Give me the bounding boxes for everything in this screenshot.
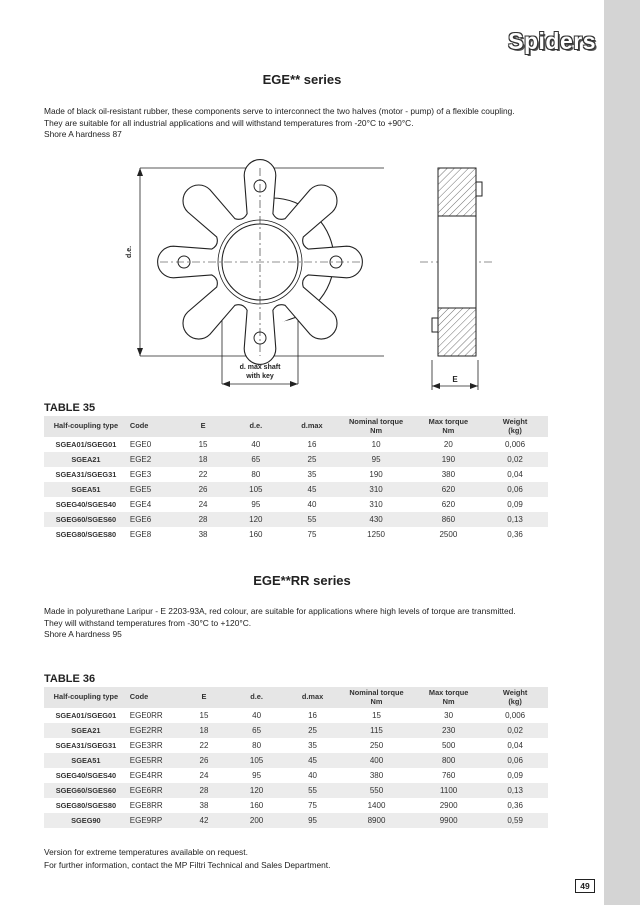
column-unit-label: (kg) [508, 696, 522, 706]
column-header-label: Max torque [428, 417, 469, 426]
table-cell: 25 [286, 452, 337, 467]
shaft-label: d. max shaft [239, 364, 281, 371]
table-cell: 40 [252, 711, 262, 720]
table-cell: EGE5RR [128, 753, 182, 768]
table-cell: 75 [308, 801, 317, 810]
table-row [44, 723, 548, 738]
column-header [128, 687, 182, 708]
table-cell: EGE3 [129, 470, 152, 479]
e-dimension-label: E [452, 375, 458, 384]
table-cell: 860 [415, 512, 482, 527]
table-row [44, 813, 548, 828]
table-cell: 40 [251, 440, 261, 449]
dimension-arrow [137, 348, 143, 356]
table-cell: SGEG60/SGES60 [44, 783, 128, 798]
table-cell: 18 [181, 452, 225, 467]
table-cell: 120 [226, 783, 287, 798]
section2-line: They will withstand temperatures from -30°C to +120°C. [44, 617, 252, 628]
table-cell: SGEA51 [44, 482, 128, 497]
column-header-label: Weight [502, 688, 528, 697]
table-cell: 0,06 [482, 482, 548, 497]
table-cell: SGEA21 [44, 723, 128, 738]
table-cell: 42 [182, 813, 226, 828]
table-cell: 24 [198, 500, 208, 509]
table-cell: 620 [441, 500, 456, 509]
table-cell: 230 [415, 723, 482, 738]
table-cell: EGE5 [128, 482, 181, 497]
table-cell: 95 [338, 452, 415, 467]
table-cell: EGE2RR [128, 723, 182, 738]
table-cell: 38 [198, 530, 208, 539]
table-cell: 190 [415, 452, 482, 467]
table-cell: 0,02 [482, 723, 548, 738]
column-header [44, 416, 128, 437]
table-cell: 550 [338, 783, 415, 798]
section2-description [44, 606, 584, 641]
table-cell: 310 [338, 482, 415, 497]
table-row [44, 527, 548, 542]
table-cell: SGEA01/SGEG01 [55, 711, 117, 720]
table-cell: 115 [338, 723, 415, 738]
table-cell: 22 [199, 741, 209, 750]
column-header-label: Nominal torque [348, 417, 404, 426]
table-row [44, 783, 548, 798]
table-cell: 380 [369, 771, 384, 780]
section2-title: EGE**RR series [253, 573, 351, 588]
column-unit-label: Nm [442, 425, 455, 435]
table-cell: 500 [441, 741, 456, 750]
table-row [44, 452, 548, 467]
table-cell: SGEA51 [44, 753, 128, 768]
dimension-arrow [137, 168, 143, 176]
column-header [482, 687, 548, 708]
table-cell: 30 [444, 711, 454, 720]
table-cell: 620 [415, 482, 482, 497]
table-cell: 0,36 [507, 530, 523, 539]
table35 [44, 416, 548, 542]
table-cell: 0,09 [507, 500, 523, 509]
table-cell: 20 [443, 440, 453, 449]
table-cell: 160 [249, 530, 263, 539]
table-cell: EGE6 [128, 512, 181, 527]
table-cell: 10 [371, 440, 381, 449]
table-cell: 95 [251, 500, 261, 509]
table-cell: 15 [199, 711, 209, 720]
table-cell: 105 [226, 753, 287, 768]
table-cell: 190 [369, 470, 383, 479]
table-cell: EGE0RR [129, 711, 163, 720]
table-row [44, 482, 548, 497]
table-cell: SGEG40/SGES40 [55, 771, 117, 780]
dimension-arrow [222, 381, 230, 387]
table-row [44, 753, 548, 768]
table-cell: 9900 [415, 813, 482, 828]
table-cell: 40 [308, 771, 317, 780]
column-header [338, 416, 415, 437]
column-header [182, 687, 226, 708]
column-header [44, 687, 128, 708]
table-cell: 0,13 [482, 783, 548, 798]
table-row [44, 467, 548, 482]
table-cell: SGEG80/SGES80 [55, 801, 117, 810]
table-cell: 15 [198, 440, 208, 449]
table-cell: 1400 [367, 801, 386, 810]
table-cell: 16 [307, 440, 317, 449]
table-cell: 75 [307, 530, 317, 539]
table-cell: EGE2 [128, 452, 181, 467]
table-row [44, 708, 548, 723]
column-header [338, 687, 415, 708]
column-header [287, 687, 338, 708]
header-title: Spiders [508, 28, 596, 54]
table-row [44, 497, 548, 512]
table-cell: 160 [249, 801, 264, 810]
column-header [482, 416, 548, 437]
footnote-line: Version for extreme temperatures available on request. [44, 847, 248, 857]
table-row [44, 738, 548, 753]
column-header-label: d.max [301, 421, 323, 431]
table-cell: 120 [225, 512, 286, 527]
column-header [415, 687, 482, 708]
table-cell: 310 [369, 500, 383, 509]
column-header-label: d.max [301, 692, 324, 702]
footnote [44, 846, 330, 871]
column-unit-label: Nm [370, 425, 383, 435]
table-cell: 40 [307, 500, 317, 509]
table-cell: 0,006 [505, 711, 526, 720]
column-unit-label: Nm [370, 696, 383, 706]
column-header-label: Code [129, 421, 149, 431]
table-cell: 0,006 [505, 440, 526, 449]
section2-line: Made in polyurethane Laripur - E 2203-93A, red colour, are suitable for applications where high levels of torque are transmitted. [44, 606, 516, 616]
table-cell: 55 [287, 783, 338, 798]
table-header-row [44, 687, 548, 708]
table-cell: 35 [308, 741, 317, 750]
spider-detail [0, 0, 604, 400]
table-cell: 16 [308, 711, 317, 720]
table-cell: 2500 [439, 530, 458, 539]
column-header-label: Weight [502, 417, 528, 426]
table-cell: 0,06 [482, 753, 548, 768]
table-cell: SGEG90 [44, 813, 128, 828]
table-cell: EGE4RR [129, 771, 163, 780]
table-cell: 45 [286, 482, 337, 497]
column-header-label: Max torque [428, 688, 469, 697]
table-cell: 38 [199, 801, 209, 810]
table-cell: 250 [369, 741, 384, 750]
page-sidebar-strip [604, 0, 640, 905]
column-header [226, 687, 287, 708]
table-cell: 24 [199, 771, 209, 780]
column-header-label: d.e. [250, 692, 263, 702]
column-header [128, 416, 181, 437]
table-header-row [44, 416, 548, 437]
column-header-label: E [200, 421, 206, 431]
table-cell: 55 [286, 512, 337, 527]
column-header-label: Half-coupling type [53, 421, 119, 431]
table-cell: SGEG60/SGES60 [44, 512, 128, 527]
section1-line: They are suitable for all industrial applications and will withstand temperatures from -20°C to +90°C. [44, 117, 414, 128]
table-cell: 0,04 [507, 470, 523, 479]
table-cell: 65 [225, 452, 286, 467]
column-header [286, 416, 337, 437]
dimension-arrow [290, 381, 298, 387]
table-cell: SGEA01/SGEG01 [55, 440, 117, 449]
table-cell: 1250 [367, 530, 385, 539]
table-cell: EGE3RR [129, 741, 163, 750]
table-cell: SGEA31/SGEG31 [55, 741, 117, 750]
column-unit-label: Nm [442, 696, 455, 706]
de-dimension-label: d.e. [126, 245, 133, 258]
table-cell: 35 [307, 470, 317, 479]
column-header-label: d.e. [249, 421, 263, 431]
table-cell: 0,02 [482, 452, 548, 467]
table-cell: EGE9RP [128, 813, 182, 828]
shaft-label-key: with key [246, 373, 274, 380]
table-row [44, 437, 548, 452]
table-cell: 380 [441, 470, 456, 479]
table35-label: TABLE 35 [44, 402, 96, 414]
table-cell: 15 [372, 711, 381, 720]
section1-line: Shore A hardness 87 [44, 129, 122, 139]
table-cell: 95 [287, 813, 338, 828]
table-cell: 0,13 [482, 512, 548, 527]
table-cell: 0,04 [507, 741, 523, 750]
column-header-label: Code [129, 692, 149, 702]
column-unit-label: (kg) [508, 425, 522, 435]
table-cell: 45 [287, 753, 338, 768]
page-number: 49 [575, 879, 595, 893]
column-header [181, 416, 225, 437]
table-cell: SGEG80/SGES80 [55, 530, 117, 539]
table-cell: 0,59 [482, 813, 548, 828]
table-cell: 760 [441, 771, 456, 780]
table-cell: EGE8RR [129, 801, 163, 810]
column-header [225, 416, 286, 437]
table-cell: 25 [287, 723, 338, 738]
table-cell: 22 [198, 470, 208, 479]
table-cell: 400 [338, 753, 415, 768]
table-cell: 26 [182, 753, 226, 768]
table36 [44, 687, 548, 828]
table-cell: 28 [182, 783, 226, 798]
table-cell: 26 [181, 482, 225, 497]
table-row [44, 798, 548, 813]
table-cell: 28 [181, 512, 225, 527]
table-cell: 95 [252, 771, 262, 780]
table-cell: EGE6RR [128, 783, 182, 798]
section2-line: Shore A hardness 95 [44, 629, 122, 639]
table-cell: 80 [251, 470, 261, 479]
table-cell: 0,36 [507, 801, 523, 810]
table-cell: 200 [226, 813, 287, 828]
column-header-label: Half-coupling type [53, 692, 119, 702]
section1-title: EGE** series [262, 72, 342, 87]
table-cell: 0,09 [507, 771, 523, 780]
table-cell: 800 [415, 753, 482, 768]
table36-label: TABLE 36 [44, 673, 96, 685]
table-cell: 430 [338, 512, 415, 527]
table-cell: SGEA21 [44, 452, 128, 467]
table-cell: SGEG40/SGES40 [55, 500, 117, 509]
column-header-label: E [201, 692, 207, 702]
table-row [44, 512, 548, 527]
table-cell: 18 [182, 723, 226, 738]
table-cell: SGEA31/SGEG31 [55, 470, 117, 479]
table-cell: 1100 [415, 783, 482, 798]
table-cell: 105 [225, 482, 286, 497]
column-header-label: Nominal torque [349, 688, 404, 697]
table-cell: EGE0 [129, 440, 152, 449]
table-cell: 8900 [338, 813, 415, 828]
column-header [415, 416, 482, 437]
section1-line: Made of black oil-resistant rubber, these components serve to interconnect the two halves (motor - pump) of a flexible coupling. [44, 106, 515, 116]
table-cell: EGE4 [129, 500, 152, 509]
table-cell: 80 [252, 741, 262, 750]
table-row [44, 768, 548, 783]
table-cell: 65 [226, 723, 287, 738]
table-cell: 2900 [439, 801, 458, 810]
footnote-line: For further information, contact the MP Filtri Technical and Sales Department. [44, 859, 331, 870]
table-cell: EGE8 [129, 530, 152, 539]
